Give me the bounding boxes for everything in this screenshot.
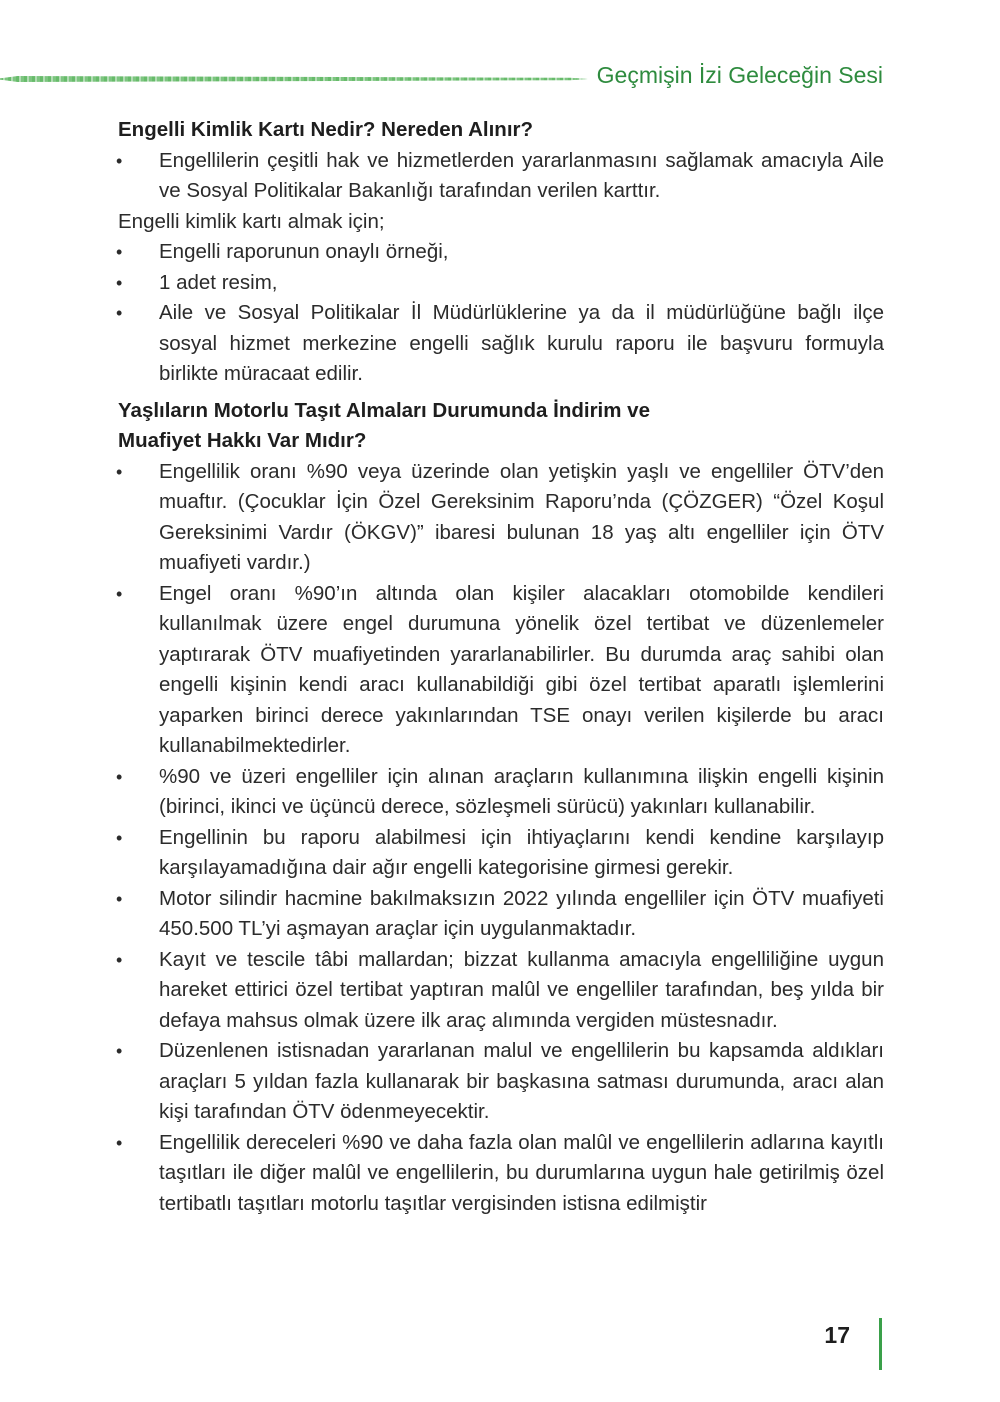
list-item: • Aile ve Sosyal Politikalar İl Müdürlüklerine ya da il müdürlüğüne bağlı ilçe sosyal hizmet merkezine engelli sağlık kurulu raporu ile başvuru formuyla birlikte müracaat edilir.: [118, 298, 884, 390]
page-content: [118, 115, 884, 1219]
header-title: Geçmişin İzi Geleceğin Sesi: [596, 62, 883, 88]
section2-list: [118, 457, 884, 1220]
section2-heading: Yaşlıların Motorlu Taşıt Almaları Durumunda İndirim ve Muafiyet Hakkı Var Mıdır?: [118, 398, 650, 452]
section1-intro: Engelli kimlik kartı almak için;: [118, 209, 385, 233]
list-item: • Motor silindir hacmine bakılmaksızın 2022 yılında engelliler için ÖTV muafiyeti 450.500 TL’yi aşmayan araçlar için uygulanmaktadır.: [118, 884, 884, 945]
list-item: • Düzenlenen istisnadan yararlanan malul ve engellilerin bu kapsamda aldıkları araçları 5 yıldan fazla kullanarak bir başkasına satması durumunda, aracı alan kişi tarafından ÖTV ödenmeyecektir.: [118, 1036, 884, 1128]
list-item: • Engellilik dereceleri %90 ve daha fazla olan malûl ve engellilerin adlarına kayıtlı taşıtları ile diğer malûl ve engellilerin, bu durumlarına uygun hale getirilmiş özel tertibatlı taşıtları motorlu taşıtlar vergisinden istisna edilmiştir: [118, 1128, 884, 1220]
header-decorative-rule: [0, 76, 588, 82]
section1-heading: Engelli Kimlik Kartı Nedir? Nereden Alınır?: [118, 118, 534, 141]
page-number: 17: [824, 1322, 850, 1348]
bullet-icon: •: [116, 242, 123, 262]
list-item: • Engellilik oranı %90 veya üzerinde olan yetişkin yaşlı ve engelliler ÖTV’den muaftır. (Çocuklar İçin Özel Gereksinim Raporu’nda (ÇÖZGER) “Özel Koşul Gereksinimi Vardır (ÖKGV)” ibaresi bulunan 18 yaş altı engelliler için ÖTV muafiyeti vardır.): [118, 457, 884, 579]
bullet-icon: •: [116, 1132, 123, 1153]
bullet-icon: •: [116, 272, 123, 293]
bullet-icon: •: [116, 949, 123, 970]
bullet-icon: •: [116, 583, 123, 604]
list-item: • Engel oranı %90’ın altında olan kişiler alacakları otomobilde kendileri kullanılmak üzere engel durumuna yönelik özel tertibat ve düzenlemeler yaptırarak ÖTV muafiyetinden yararlanabilirler. Bu durumda araç sahibi olan engelli kişinin kendi aracı kullanabildiği gibi özel tertibat aparatlı işlemlerini yaparken birinci derece yakınlarından TSE onayı verilen kişilerde bu aracı kullanabilmektedirler.: [118, 579, 884, 762]
requirements-list: [118, 237, 884, 390]
page-number-divider: [879, 1318, 882, 1370]
section1-list: [118, 146, 884, 207]
bullet-icon: •: [116, 766, 123, 787]
list-item: • Engellinin bu raporu alabilmesi için ihtiyaçlarını kendi kendine karşılayıp karşılayamadığına dair ağır engelli kategorisine girmesi gerekir.: [118, 823, 884, 884]
bullet-icon: •: [116, 827, 123, 848]
bullet-icon: •: [116, 1041, 123, 1061]
bullet-icon: •: [116, 888, 123, 909]
list-item: • Kayıt ve tescile tâbi mallardan; bizzat kullanma amacıyla engelliliğine uygun hareket ettirici özel tertibat yaptıran malûl ve engelliler tarafından, beş yılda bir defaya mahsus olmak üzere ilk araç alımında vergiden müstesnadır.: [118, 945, 884, 1037]
bullet-icon: •: [116, 150, 123, 171]
list-item: • 1 adet resim,: [118, 268, 884, 299]
list-item: • Engellilerin çeşitli hak ve hizmetlerden yararlanmasını sağlamak amacıyla Aile ve Sosyal Politikalar Bakanlığı tarafından verilen karttır.: [118, 146, 884, 207]
bullet-icon: •: [116, 461, 123, 482]
bullet-icon: •: [116, 303, 123, 323]
list-item: • Engelli raporunun onaylı örneği,: [118, 237, 884, 268]
list-item: • %90 ve üzeri engelliler için alınan araçların kullanımına ilişkin engelli kişinin (birinci, ikinci ve üçüncü derece, sözleşmeli sürücü) yakınları kullanabilir.: [118, 762, 884, 823]
